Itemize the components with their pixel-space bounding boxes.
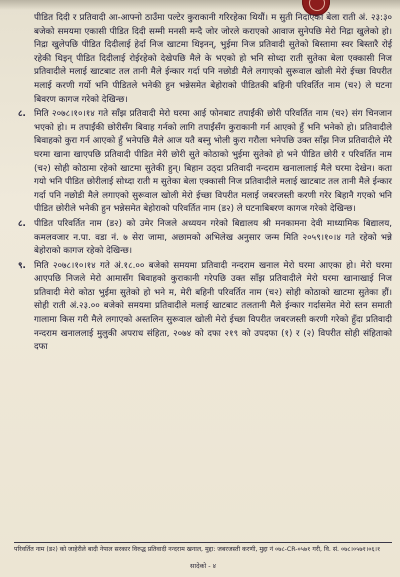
document-body: [18, 12, 392, 356]
paragraph-number: ९.: [18, 260, 26, 271]
paragraph-8b: [18, 218, 392, 259]
paragraph-number: ८.: [18, 218, 26, 229]
paragraph-intro: [18, 12, 392, 107]
footer-caption: परिवर्तित नाम (ड२) को जाहेरीले बादी नेपाल सरकार विरुद्ध प्रतिवादी नन्दराम खनाल, मुद्दा: जबरजस्ती करणी, मुद्दा नं ०७८-CR-०५७१ गरी, वि. सं. ०७८।०५७१।०६।१: [14, 546, 381, 553]
paragraph-text: पीडित दिदी र प्रतिवादी आ-आफ्नो ठाउँमा पल्टेर कुराकानी गरिरहेका थियौं। म सुती निदाएका बेला राती अं. २३:३० बजेको समयमा एकासी पीडित दिदी सम्मी मनसी मन्दै जोर जोरले कराएको आवाज सुनेपछि मेरो निद्रा खुलेको हो। निद्रा खुलेपछि पीडित दिदीलाई हेर्दा निज खाटमा थिइनन्, भुईमा निज प्रतिवादी सुतेको बिस्तामा स्वर बिस्तारै रोई रहेकी थिइन् पीडित दिदीलाई रोईरहेको देखेपछि मैले के भएको हो भनि सोध्दा राती सुतेका बेला एक्कासी निज प्रतिवादीले मलाई खाटबाट तल तानी मैले ईन्कार गर्दा पनि नछोडी मैले लगाएको सुरूवाल खोली मेरो ईच्छा विपरीत मलाई करणी गर्यो भनि पीडितले भनेकी हुन भन्नेसमेत बेहोराको पीडितकी बहिनी परिवर्तित नाम (च२) ले घटना बिवरण कागज गरेको देखिन्छ।: [34, 13, 392, 105]
footer-divider: [14, 542, 392, 543]
paragraph-8a: [18, 108, 392, 217]
page-edge-shadow: [0, 0, 400, 10]
paragraph-number: ८.: [18, 109, 26, 120]
page-label: सादेको - ४: [190, 562, 217, 570]
paragraph-text: मिति २०७८।१०।१४ गते अं.१८.०० बजेको समयमा प्रतिवादी नन्दराम खनाल मेरो घरमा आएका हो। मेरो घरमा आएपछि निजले मेरो आमासँग बिवाहको कुराकानी गरेपछि उक्त साँझ प्रतिवादीले मेरो घरमा खानाखाई निज प्रतिवादी मेरो कोठा भुईमा सुतेको हो भने म, मेरी बहिनी परिवर्तित नाम (च२) सोही कोठाको खाटमा सुतेका हौं। सोही राती अं.२३.०० बजेको समयमा प्रतिवादीले मलाई खाटबाट तलतानी मैले ईन्कार गर्दासमेत मेरो स्तन समाती गालामा किस गरी मैले लगाएको अस्तलिन सुरूवाल खोली मेरो ईच्छा विपरीत जबरजस्ती करणी गरेको हुँदा प्रतिवादी नन्दराम खनाललाई मुलुकी अपराध संहिता, २०७४ को दफा २१९ को उपदफा (१) र (२) विपरीत सोही संहिताको दफा: [34, 260, 392, 353]
paragraph-text: पीडित परिवर्तित नाम (ड२) को उमेर निजले अध्ययन गरेको बिद्यालय श्री मनकामना देवी माध्यामिक बिद्यालय, कमलवजार न.पा. वडा नं. ७ सेरा जामा, अछामको अभिलेख अनुसार जन्म मिति २०५९।१०।४ गते रहेको भन्ने बेहोराको कागज रहेको देखिन्छ।: [34, 218, 392, 257]
paragraph-text: मिति २०७८।१०।१४ गते साँझ प्रतिवादी मेरो घरमा आई फोनबाट तपाईंकी छोरी परिवर्तित नाम (च२) संग चिनजान भएको हो। म तपाईंकी छोरीसँग बिवाह गर्नको लागि तपाईंसँग कुराकानी गर्न आएको हुँ भनि भनेको हो। प्रतिवादीले बिवाहको कुरा गर्न आएको हुँ भनेपछि मैले आज यतै बस्नु भोली कुरा गरौला भनेपछि उक्त साँझ निज प्रतिवादीले मेरै घरमा खाना खाएपछि प्रतिवादी पीडित मेरी छोरी सुते कोठाको भुईमा सुतेको हो भने पीडित छोरी र परिवर्तित नाम (च२) सोही कोठामा रहेको खाटमा सुतेकी हुन्। बिहान उठ्दा प्रतिवादी नन्दराम खनालालाई मैले घरमा देखेन। कता गयो भनि पीडित छोरीलाई सोध्दा राती म सुतेका बेला एक्कासी निज प्रतिवादीले मलाई खाटबाट तल तानी मैले ईन्कार गर्दा पनि नछोडी मैले लगाएको सुरूवाल खोली मेरो ईच्छा विपरीत मलाई जबरजस्ती करणी गरेर बिहानै गएको भनि पीडित छोरीले भनेकी हुन भन्नेसमेत बेहोराको परिवर्तित नाम (ड२) ले घटनाबिबरण कागज गरेको देखिन्छ।: [34, 109, 392, 215]
paragraph-9: [18, 260, 392, 355]
